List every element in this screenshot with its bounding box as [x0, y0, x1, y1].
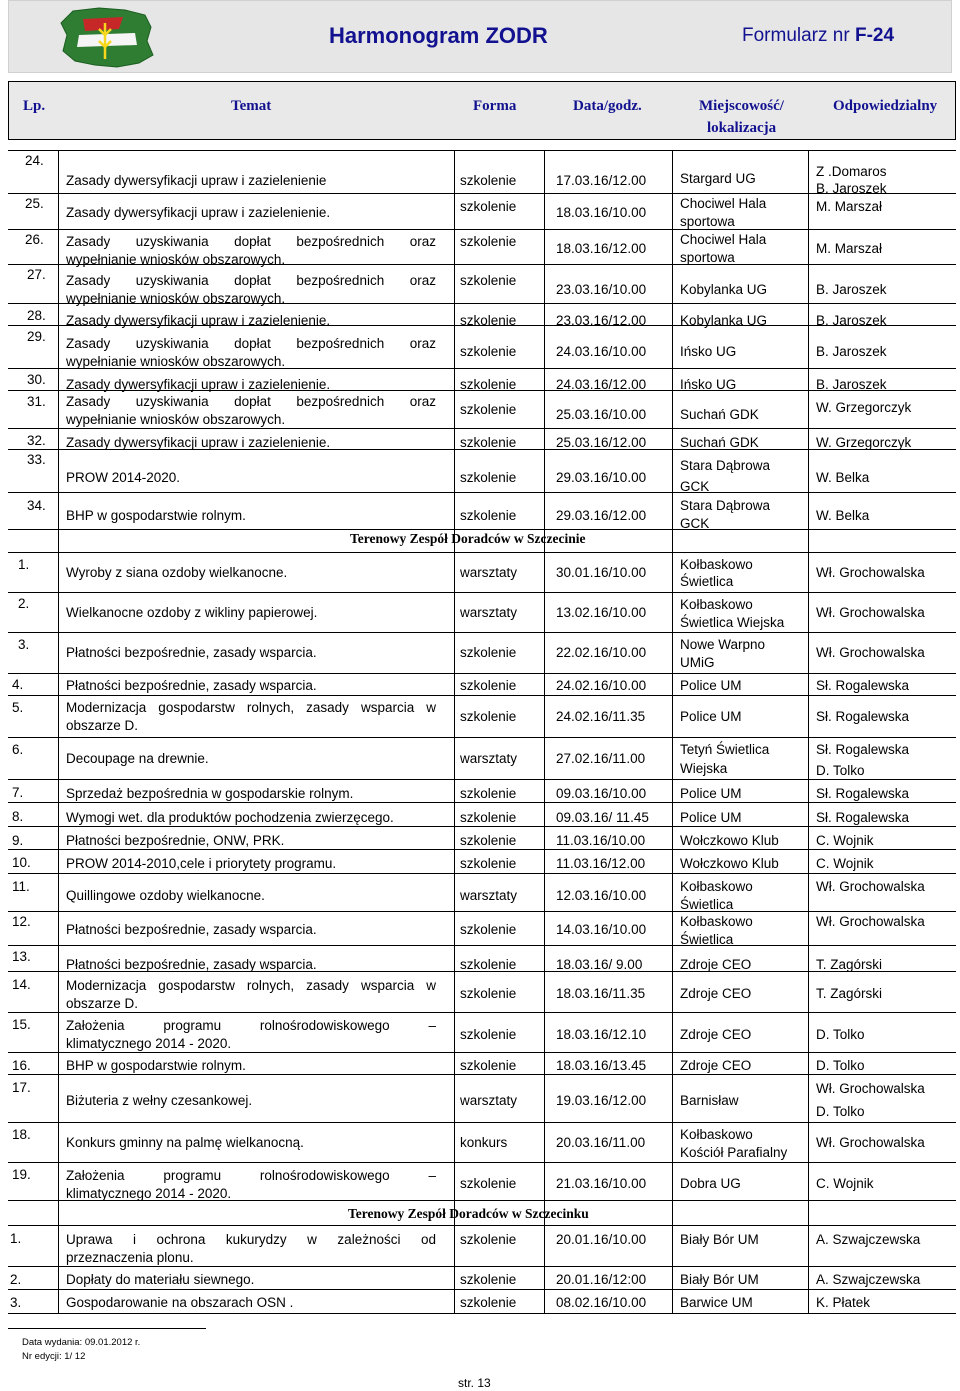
page-title: Harmonogram ZODR: [329, 23, 548, 48]
row-topic: Założenia programu rolnośrodowiskowego –: [66, 1168, 436, 1183]
row-responsible: Sł. Rogalewska: [816, 786, 910, 801]
row-location: sportowa: [680, 214, 735, 229]
row-topic: Zasady uzyskiwania dopłat bezpośrednich oraz: [66, 273, 436, 288]
row-responsible: Wł. Grochowalska: [816, 565, 925, 580]
row-responsible: C. Wojnik: [816, 856, 874, 871]
row-form: szkolenie: [460, 234, 517, 249]
row-date: 09.03.16/ 11.45: [556, 810, 649, 825]
row-form: szkolenie: [460, 678, 517, 693]
row-topic: Płatności bezpośrednie, ONW, PRK.: [66, 833, 285, 848]
row-location: Stargard UG: [680, 171, 756, 186]
row-date: 23.03.16/12.00: [556, 313, 647, 328]
row-topic: Gospodarowanie na obszarach OSN .: [66, 1295, 294, 1310]
row-date: 18.03.16/13.45: [556, 1058, 647, 1073]
row-date: 09.03.16/10.00: [556, 786, 647, 801]
row-divider: [8, 1012, 956, 1013]
row-form: warsztaty: [460, 605, 518, 620]
row-responsible: D. Tolko: [816, 1027, 865, 1042]
column-header-data: Data/godz.: [573, 98, 642, 114]
row-form: szkolenie: [460, 810, 517, 825]
row-date: 11.03.16/12.00: [556, 856, 646, 871]
row-divider: [8, 529, 956, 530]
row-responsible: B. Jaroszek: [816, 344, 887, 359]
row-responsible: D. Tolko: [816, 1058, 865, 1073]
row-topic: Zasady dywersyfikacji upraw i zazielenienie.: [66, 205, 331, 220]
row-responsible: Sł. Rogalewska: [816, 709, 910, 724]
row-divider: [8, 1052, 956, 1053]
row-divider: [8, 945, 956, 946]
row-location: Ińsko UG: [680, 377, 737, 392]
column-divider: [454, 150, 455, 1313]
row-topic: Biżuteria z wełny czesankowej.: [66, 1093, 253, 1108]
row-location: UMiG: [680, 655, 715, 670]
row-number: 25.: [25, 196, 44, 211]
row-location: Kobylanka UG: [680, 282, 768, 297]
row-form: warsztaty: [460, 565, 518, 580]
row-date: 23.03.16/10.00: [556, 282, 647, 297]
row-divider: [8, 632, 956, 633]
row-responsible: Sł. Rogalewska: [816, 810, 910, 825]
row-location: Police UM: [680, 709, 742, 724]
row-responsible: W. Grzegorczyk: [816, 400, 912, 415]
row-topic: Zasady uzyskiwania dopłat bezpośrednich oraz: [66, 336, 436, 351]
row-form: szkolenie: [460, 1272, 517, 1287]
row-form: warsztaty: [460, 1093, 518, 1108]
row-responsible: D. Tolko: [816, 763, 865, 778]
row-date: 18.03.16/ 9.00: [556, 957, 643, 972]
row-divider: [8, 673, 956, 674]
row-topic: Uprawa i ochrona kukurydzy w zależności od: [66, 1232, 436, 1247]
row-topic: obszarze D.: [66, 996, 139, 1011]
row-form: szkolenie: [460, 709, 517, 724]
row-responsible: Z .Domaros: [816, 164, 887, 179]
row-topic: Quillingowe ozdoby wielkanocne.: [66, 888, 265, 903]
row-number: 7.: [12, 785, 24, 800]
row-responsible: C. Wojnik: [816, 1176, 874, 1191]
row-number: 24.: [25, 153, 44, 168]
row-number: 2.: [10, 1272, 22, 1287]
row-topic: Zasady dywersyfikacji upraw i zazielenienie: [66, 173, 327, 188]
row-number: 10.: [12, 855, 31, 870]
row-number: 28.: [27, 308, 46, 323]
row-topic: Sprzedaż bezpośrednia w gospodarskie rolnym.: [66, 786, 354, 801]
row-topic: Płatności bezpośrednie, zasady wsparcia.: [66, 922, 317, 937]
row-number: 6.: [12, 742, 24, 757]
row-location: Police UM: [680, 678, 742, 693]
row-number: 26.: [25, 232, 44, 247]
row-number: 1.: [10, 1231, 22, 1246]
row-date: 18.03.16/11.35: [556, 986, 646, 1001]
row-topic: wypełnianie wniosków obszarowych.: [66, 412, 286, 427]
row-date: 29.03.16/12.00: [556, 508, 647, 523]
row-responsible: A. Szwajczewska: [816, 1272, 921, 1287]
row-number: 19.: [12, 1167, 31, 1182]
row-date: 27.02.16/11.00: [556, 751, 646, 766]
row-form: szkolenie: [460, 833, 517, 848]
row-form: szkolenie: [460, 344, 517, 359]
row-date: 22.02.16/10.00: [556, 645, 647, 660]
row-date: 08.02.16/10.00: [556, 1295, 647, 1310]
row-divider: [8, 849, 956, 850]
row-date: 25.03.16/10.00: [556, 407, 647, 422]
row-responsible: B. Jaroszek: [816, 313, 887, 328]
column-header-miejscowosc: Miejscowość/: [699, 98, 784, 114]
row-number: 3.: [18, 637, 30, 652]
row-number: 13.: [12, 949, 31, 964]
row-divider: [8, 826, 956, 827]
row-location: Suchań GDK: [680, 435, 759, 450]
row-location: Kołbaskowo: [680, 597, 753, 612]
row-location: Barnisław: [680, 1093, 739, 1108]
row-location: Świetlica: [680, 897, 734, 912]
row-location: Zdroje CEO: [680, 1027, 752, 1042]
row-topic: Zasady dywersyfikacji upraw i zazielenienie.: [66, 435, 331, 450]
row-form: szkolenie: [460, 470, 517, 485]
row-divider: [8, 492, 956, 493]
row-date: 11.03.16/10.00: [556, 833, 646, 848]
row-location: Kołbaskowo: [680, 1127, 753, 1142]
row-number: 27.: [27, 267, 46, 282]
row-number: 2.: [18, 596, 30, 611]
row-number: 17.: [12, 1080, 31, 1095]
column-header-lp: Lp.: [23, 98, 46, 114]
row-date: 24.03.16/10.00: [556, 344, 647, 359]
column-divider: [58, 150, 59, 1313]
row-number: 18.: [12, 1127, 31, 1142]
row-date: 14.03.16/10.00: [556, 922, 647, 937]
row-form: konkurs: [460, 1135, 508, 1150]
row-divider: [8, 695, 956, 696]
row-topic: Zasady uzyskiwania dopłat bezpośrednich oraz: [66, 394, 436, 409]
row-location: GCK: [680, 479, 710, 494]
row-topic: Konkurs gminny na palmę wielkanocną.: [66, 1135, 304, 1150]
row-date: 24.02.16/11.35: [556, 709, 646, 724]
row-divider: [8, 552, 956, 553]
row-location: GCK: [680, 516, 710, 531]
row-responsible: Wł. Grochowalska: [816, 645, 925, 660]
row-form: szkolenie: [460, 922, 517, 937]
row-topic: klimatycznego 2014 - 2020.: [66, 1036, 232, 1051]
form-code: F-24: [854, 25, 895, 46]
row-responsible: C. Wojnik: [816, 833, 874, 848]
row-date: 18.03.16/12.00: [556, 241, 647, 256]
row-location: Zdroje CEO: [680, 957, 752, 972]
row-form: szkolenie: [460, 986, 517, 1001]
row-responsible: W. Belka: [816, 470, 870, 485]
row-location: Kołbaskowo: [680, 557, 753, 572]
issue-date: Data wydania: 09.01.2012 r.: [22, 1337, 141, 1348]
row-location: Zdroje CEO: [680, 1058, 752, 1073]
row-responsible: Wł. Grochowalska: [816, 914, 925, 929]
row-date: 20.01.16/10.00: [556, 1232, 647, 1247]
row-form: szkolenie: [460, 199, 517, 214]
row-location: Wołczkowo Klub: [680, 856, 779, 871]
row-location: Stara Dąbrowa: [680, 458, 771, 473]
row-divider: [8, 193, 956, 194]
row-divider: [8, 1289, 956, 1290]
row-date: 18.03.16/12.10: [556, 1027, 647, 1042]
row-form: szkolenie: [460, 1295, 517, 1310]
row-topic: Modernizacja gospodarstw rolnych, zasady wsparcia w: [66, 978, 436, 993]
row-form: szkolenie: [460, 173, 517, 188]
row-topic: Wielkanocne ozdoby z wikliny papierowej.: [66, 605, 318, 620]
row-form: szkolenie: [460, 645, 517, 660]
row-location: Świetlica Wiejska: [680, 615, 785, 630]
row-number: 11.: [12, 879, 30, 894]
row-responsible: Wł. Grochowalska: [816, 1081, 925, 1096]
row-number: 4.: [12, 677, 24, 692]
row-responsible: K. Płatek: [816, 1295, 871, 1310]
row-number: 29.: [27, 329, 46, 344]
row-location: Kołbaskowo: [680, 914, 753, 929]
row-location: Suchań GDK: [680, 407, 759, 422]
row-location: Nowe Warpno: [680, 637, 766, 652]
row-topic: Zasady uzyskiwania dopłat bezpośrednich oraz: [66, 234, 436, 249]
row-date: 25.03.16/12.00: [556, 435, 647, 450]
row-location: Kołbaskowo: [680, 879, 753, 894]
row-divider: [8, 150, 956, 151]
row-date: 30.01.16/10.00: [556, 565, 647, 580]
row-date: 24.02.16/10.00: [556, 678, 647, 693]
row-topic: wypełnianie wniosków obszarowych.: [66, 252, 286, 267]
edition-number: Nr edycji: 1/ 12: [22, 1351, 86, 1362]
row-responsible: A. Szwajczewska: [816, 1232, 921, 1247]
row-topic: Płatności bezpośrednie, zasady wsparcia.: [66, 645, 317, 660]
row-location: Kościół Parafialny: [680, 1145, 788, 1160]
row-topic: BHP w gospodarstwie rolnym.: [66, 508, 246, 523]
row-topic: Założenia programu rolnośrodowiskowego –: [66, 1018, 436, 1033]
row-divider: [8, 1225, 956, 1226]
row-topic: Zasady dywersyfikacji upraw i zazielenienie.: [66, 313, 331, 328]
row-responsible: Wł. Grochowalska: [816, 879, 925, 894]
row-date: 29.03.16/10.00: [556, 470, 647, 485]
footer-divider: [8, 1328, 206, 1329]
section-title-szczecin: Terenowy Zespół Doradców w Szczecinie: [350, 531, 586, 546]
row-responsible: Wł. Grochowalska: [816, 1135, 925, 1150]
row-topic: Wyroby z siana ozdoby wielkanocne.: [66, 565, 288, 580]
row-responsible: Sł. Rogalewska: [816, 742, 910, 757]
row-responsible: W. Grzegorczyk: [816, 435, 912, 450]
page-number: str. 13: [458, 1376, 491, 1390]
row-number: 14.: [12, 977, 31, 992]
row-date: 24.03.16/12.00: [556, 377, 647, 392]
row-topic: przeznaczenia plonu.: [66, 1250, 194, 1265]
row-topic: Modernizacja gospodarstw rolnych, zasady wsparcia w: [66, 700, 436, 715]
row-divider: [8, 428, 956, 429]
row-location: Świetlica: [680, 574, 734, 589]
row-divider: [8, 737, 956, 738]
row-topic: klimatycznego 2014 - 2020.: [66, 1186, 232, 1201]
section-title-szczecinek: Terenowy Zespół Doradców w Szczecinku: [348, 1206, 589, 1221]
row-topic: Zasady dywersyfikacji upraw i zazielenienie.: [66, 377, 331, 392]
row-form: szkolenie: [460, 1058, 517, 1073]
row-number: 8.: [12, 809, 24, 824]
row-responsible: M. Marszał: [816, 241, 883, 256]
column-divider: [672, 150, 673, 1313]
column-divider: [544, 150, 545, 1313]
row-location: Zdroje CEO: [680, 986, 752, 1001]
row-form: szkolenie: [460, 856, 517, 871]
row-date: 20.03.16/11.00: [556, 1135, 646, 1150]
row-date: 20.01.16/12:00: [556, 1272, 647, 1287]
row-responsible: Sł. Rogalewska: [816, 678, 910, 693]
row-form: szkolenie: [460, 435, 517, 450]
row-topic: Płatności bezpośrednie, zasady wsparcia.: [66, 678, 317, 693]
row-divider: [8, 229, 956, 230]
row-number: 3.: [10, 1295, 22, 1310]
row-responsible: W. Belka: [816, 508, 870, 523]
row-location: Kobylanka UG: [680, 313, 768, 328]
row-responsible: M. Marszał: [816, 199, 883, 214]
row-topic: PROW 2014-2010,cele i priorytety programu.: [66, 856, 337, 871]
row-form: szkolenie: [460, 377, 517, 392]
row-topic: BHP w gospodarstwie rolnym.: [66, 1058, 246, 1073]
row-date: 17.03.16/12.00: [556, 173, 647, 188]
row-divider: [8, 592, 956, 593]
row-topic: wypełnianie wniosków obszarowych.: [66, 354, 286, 369]
column-header-forma: Forma: [473, 98, 517, 114]
row-location: Police UM: [680, 810, 742, 825]
row-form: szkolenie: [460, 1176, 517, 1191]
row-location: Police UM: [680, 786, 742, 801]
row-topic: obszarze D.: [66, 718, 139, 733]
row-number: 12.: [12, 914, 31, 929]
row-responsible: T. Zagórski: [816, 986, 883, 1001]
column-divider: [808, 150, 809, 1313]
row-form: warsztaty: [460, 888, 518, 903]
row-location: Tetyń Świetlica: [680, 742, 770, 757]
column-header-lokalizacja: lokalizacja: [707, 120, 777, 136]
row-responsible: Wł. Grochowalska: [816, 605, 925, 620]
row-form: szkolenie: [460, 273, 517, 288]
row-form: szkolenie: [460, 313, 517, 328]
row-location: Chociwel Hala: [680, 232, 767, 247]
row-location: Wołczkowo Klub: [680, 833, 779, 848]
row-divider: [8, 1162, 956, 1163]
row-divider: [8, 1266, 956, 1267]
row-responsible: B. Jaroszek: [816, 282, 887, 297]
column-header-odpowiedzialny: Odpowiedzialny: [833, 98, 938, 114]
row-date: 21.03.16/10.00: [556, 1176, 647, 1191]
row-location: Świetlica: [680, 932, 734, 947]
row-divider: [8, 911, 956, 912]
row-topic: PROW 2014-2020.: [66, 470, 181, 485]
row-responsible: B. Jaroszek: [816, 181, 887, 196]
row-location: Ińsko UG: [680, 344, 737, 359]
row-form: szkolenie: [460, 1027, 517, 1042]
row-form: szkolenie: [460, 957, 517, 972]
row-topic: Wymogi wet. dla produktów pochodzenia zwierzęcego.: [66, 810, 394, 825]
row-topic: Płatności bezpośrednie, zasady wsparcia.: [66, 957, 317, 972]
row-number: 1.: [18, 557, 30, 572]
row-topic: wypełnianie wniosków obszarowych.: [66, 291, 286, 306]
row-divider: [8, 1074, 956, 1075]
row-location: Dobra UG: [680, 1176, 741, 1191]
row-form: szkolenie: [460, 402, 517, 417]
row-number: 5.: [12, 700, 24, 715]
row-form: szkolenie: [460, 1232, 517, 1247]
column-header-temat: Temat: [231, 98, 272, 114]
row-number: 9.: [12, 833, 24, 848]
row-topic: Dopłaty do materiału siewnego.: [66, 1272, 255, 1287]
row-location: sportowa: [680, 250, 735, 265]
row-number: 30.: [27, 372, 46, 387]
row-divider: [8, 873, 956, 874]
row-responsible: D. Tolko: [816, 1104, 865, 1119]
row-divider: [8, 779, 956, 780]
row-location: Stara Dąbrowa: [680, 498, 771, 513]
row-divider: [8, 802, 956, 803]
row-form: warsztaty: [460, 751, 518, 766]
row-date: 13.02.16/10.00: [556, 605, 647, 620]
row-responsible: T. Zagórski: [816, 957, 883, 972]
row-number: 31.: [27, 394, 46, 409]
row-number: 34.: [27, 498, 46, 513]
row-number: 32.: [27, 433, 46, 448]
row-location: Wiejska: [680, 761, 728, 776]
row-date: 19.03.16/12.00: [556, 1093, 647, 1108]
row-form: szkolenie: [460, 508, 517, 523]
row-divider: [8, 1122, 956, 1123]
form-prefix: Formularz nr: [742, 25, 855, 46]
row-number: 33.: [27, 452, 46, 467]
row-number: 15.: [12, 1017, 31, 1032]
row-form: szkolenie: [460, 786, 517, 801]
row-date: 12.03.16/10.00: [556, 888, 647, 903]
row-location: Barwice UM: [680, 1295, 753, 1310]
row-date: 18.03.16/10.00: [556, 205, 647, 220]
row-topic: Decoupage na drewnie.: [66, 751, 209, 766]
row-divider: [8, 1313, 956, 1314]
row-location: Chociwel Hala: [680, 196, 767, 211]
row-number: 16.: [12, 1058, 31, 1073]
row-responsible: B. Jaroszek: [816, 377, 887, 392]
row-location: Biały Bór UM: [680, 1272, 759, 1287]
row-location: Biały Bór UM: [680, 1232, 759, 1247]
